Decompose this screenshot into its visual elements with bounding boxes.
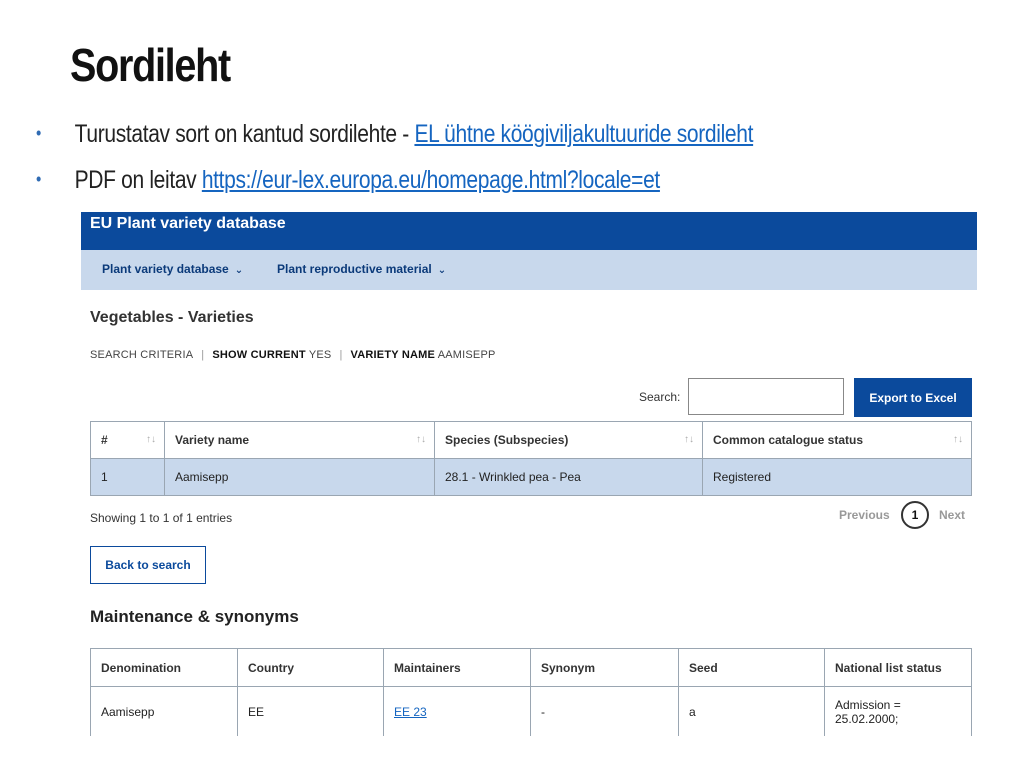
criteria-value: AAMISEPP [437,349,496,361]
table-cell: Registered [703,459,972,496]
back-to-search-button[interactable]: Back to search [90,546,206,584]
bullet-text: PDF on leitav [74,166,202,194]
bullet-icon: • [36,123,41,143]
maintainer-link[interactable]: EE 23 [394,704,427,719]
page-number-button[interactable]: 1 [901,501,929,529]
criteria-label: SEARCH CRITERIA [90,349,194,361]
table-cell: - [531,687,679,737]
chevron-down-icon: ⌄ [234,265,244,276]
search-label: Search: [639,390,681,404]
table-cell: a [679,687,825,737]
search-input[interactable] [688,378,844,415]
table-cell: 28.1 - Wrinkled pea - Pea [435,459,703,496]
table-cell [384,687,531,737]
column-header: Country [238,649,384,687]
nav-plant-variety-database[interactable] [102,262,243,276]
nav-plant-reproductive-material[interactable] [277,262,446,276]
main-nav [81,250,977,290]
previous-page-button[interactable]: Previous [839,508,890,522]
criteria-key: VARIETY NAME [350,349,436,361]
column-header: Seed [679,649,825,687]
criteria-key: SHOW CURRENT [212,349,306,361]
maintenance-heading: Maintenance & synonyms [90,607,299,626]
sort-icon[interactable]: ↑↓ [416,434,426,445]
sort-icon[interactable]: ↑↓ [684,434,694,445]
bullet-text: Turustatav sort on kantud sordilehte - [74,120,415,148]
sort-icon[interactable]: ↑↓ [953,434,963,445]
column-header: Synonym [531,649,679,687]
eur-lex-link[interactable]: https://eur-lex.europa.eu/homepage.html?locale=et [201,166,660,194]
chevron-down-icon: ⌄ [437,265,447,276]
table-row [91,687,972,737]
column-header: National list status [825,649,972,687]
table-cell: EE [238,687,384,737]
column-header: Maintainers [384,649,531,687]
table-cell: 1 [91,459,165,496]
results-table [90,421,972,496]
export-to-excel-button[interactable]: Export to Excel [854,378,972,417]
column-header[interactable]: # ↑↓ [91,422,165,459]
entries-info: Showing 1 to 1 of 1 entries [90,511,233,525]
page-title: Vegetables - Varieties [90,309,254,326]
app-header [81,212,977,250]
nav-label: Plant variety database [102,262,229,276]
table-cell: Aamisepp [91,687,238,737]
table-row[interactable] [91,459,972,496]
table-header-row [91,422,972,459]
sort-icon[interactable]: ↑↓ [146,434,156,445]
bullet-item [36,120,753,149]
maintenance-table [90,648,972,736]
column-header[interactable]: Variety name ↑↓ [165,422,435,459]
column-header: Denomination [91,649,238,687]
bullet-item [36,166,660,195]
column-header[interactable]: Common catalogue status ↑↓ [703,422,972,459]
sordileht-link[interactable]: EL ühtne köögiviljakultuuride sordileht [414,120,754,148]
slide-title: Sordileht [70,39,230,91]
app-title[interactable]: EU Plant variety database [90,215,286,232]
nav-label: Plant reproductive material [277,262,432,276]
search-criteria: SEARCH CRITERIA | SHOW CURRENT YES | VARIETY NAME AAMISEPP [90,349,496,361]
column-header[interactable]: Species (Subspecies) ↑↓ [435,422,703,459]
table-cell: Admission = 25.02.2000; [825,687,972,737]
next-page-button[interactable]: Next [939,508,966,522]
criteria-value: YES [308,349,332,361]
table-cell: Aamisepp [165,459,435,496]
table-header-row [91,649,972,687]
bullet-icon: • [36,169,41,189]
plant-database-screenshot [81,212,977,736]
